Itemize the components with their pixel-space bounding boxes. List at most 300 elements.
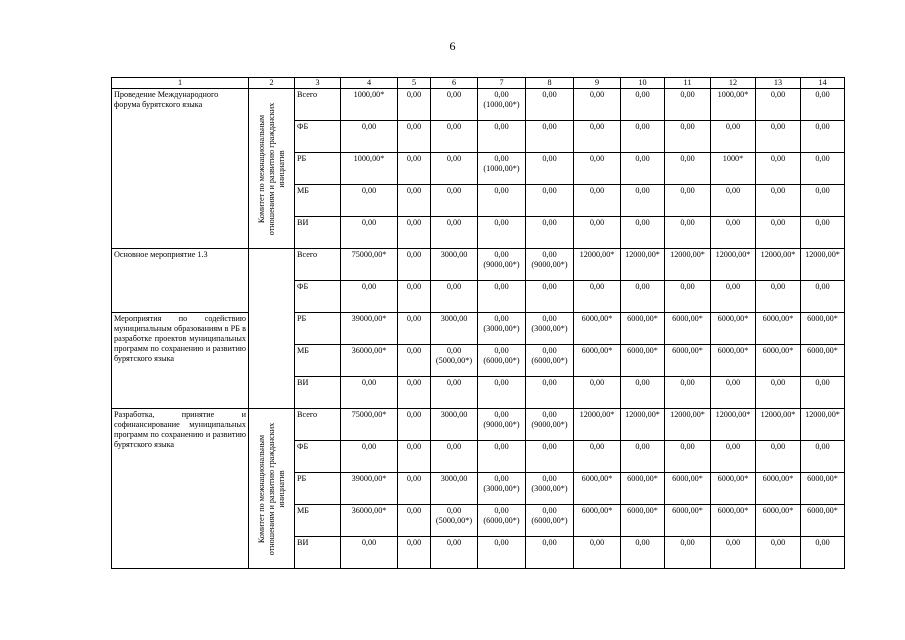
value-v14: 12000,00* bbox=[805, 250, 840, 259]
value-cell-v4 bbox=[341, 281, 398, 313]
value-v6-note: (5000,00*) bbox=[435, 356, 473, 365]
value-cell-v5 bbox=[398, 153, 431, 185]
value-cell-v9 bbox=[574, 89, 621, 121]
value-cell-v13 bbox=[756, 121, 801, 153]
funding-source-label: МБ bbox=[297, 346, 309, 355]
value-cell-v6 bbox=[431, 185, 478, 217]
block-title-cell bbox=[112, 313, 249, 409]
value-v9: 0,00 bbox=[589, 186, 605, 195]
funding-source bbox=[295, 217, 341, 249]
value-v6: 0,00 bbox=[446, 538, 462, 547]
value-cell-v13 bbox=[756, 409, 801, 441]
value-v9: 0,00 bbox=[589, 282, 605, 291]
value-v4: 36000,00* bbox=[351, 346, 387, 355]
value-v7: 0,00 bbox=[494, 122, 509, 131]
value-v5: 0,00 bbox=[406, 410, 422, 419]
value-cell-v6 bbox=[431, 441, 478, 473]
value-v5: 0,00 bbox=[406, 474, 422, 483]
value-v6: 0,00 bbox=[446, 90, 462, 99]
value-v13: 0,00 bbox=[770, 442, 786, 451]
value-cell-v8 bbox=[526, 249, 574, 281]
value-v8: 0,00 bbox=[542, 538, 557, 547]
value-v7: 0,00 bbox=[494, 154, 509, 163]
value-cell-v5 bbox=[398, 441, 431, 473]
value-v10: 6000,00* bbox=[627, 346, 658, 355]
value-cell-v14 bbox=[801, 281, 845, 313]
header-row bbox=[112, 78, 845, 89]
value-cell-v10 bbox=[621, 441, 665, 473]
value-cell-v4 bbox=[341, 505, 398, 537]
value-cell-v11 bbox=[665, 281, 711, 313]
value-cell-v10 bbox=[621, 281, 665, 313]
value-v6: 0,00 bbox=[446, 218, 462, 227]
value-v5: 0,00 bbox=[406, 282, 422, 291]
value-v8: 0,00 bbox=[542, 506, 557, 515]
value-cell-v7 bbox=[478, 377, 526, 409]
value-cell-v5 bbox=[398, 505, 431, 537]
value-cell-v6 bbox=[431, 89, 478, 121]
funding-source bbox=[295, 281, 341, 313]
value-cell-v14 bbox=[801, 345, 845, 377]
value-cell-v12 bbox=[711, 345, 756, 377]
value-v4: 39000,00* bbox=[351, 314, 387, 323]
executor-label: Комитет по межнациональным отношениям и развитию гражданских инициатив bbox=[256, 102, 286, 235]
value-cell-v9 bbox=[574, 121, 621, 153]
value-v13: 6000,00* bbox=[762, 506, 794, 515]
value-v6: 0,00 bbox=[446, 378, 462, 387]
event-description: Мероприятия по содействию муниципальным образованиям в РБ в разработке проектов муниципальных программ по сохранению и развитию бурятского языка bbox=[114, 314, 246, 363]
value-cell-v13 bbox=[756, 281, 801, 313]
funding-source-label: РБ bbox=[297, 154, 307, 163]
value-cell-v11 bbox=[665, 249, 711, 281]
value-v10: 0,00 bbox=[635, 378, 650, 387]
value-v10: 0,00 bbox=[635, 186, 650, 195]
header-cell-4: 4 bbox=[341, 78, 398, 89]
funding-source bbox=[295, 121, 341, 153]
value-v14: 0,00 bbox=[815, 122, 830, 131]
value-cell-v10 bbox=[621, 377, 665, 409]
value-v6: 0,00 bbox=[446, 282, 462, 291]
value-v10: 12000,00* bbox=[625, 410, 660, 419]
value-cell-v13 bbox=[756, 313, 801, 345]
header-cell-8: 8 bbox=[526, 78, 574, 89]
value-cell-v8 bbox=[526, 217, 574, 249]
value-v10: 0,00 bbox=[635, 90, 650, 99]
value-v13: 0,00 bbox=[770, 122, 786, 131]
value-v6: 0,00 bbox=[446, 154, 462, 163]
value-cell-v11 bbox=[665, 313, 711, 345]
funding-source bbox=[295, 345, 341, 377]
value-v8-note: (9000,00*) bbox=[531, 260, 568, 269]
value-v7: 0,00 bbox=[494, 474, 509, 483]
value-cell-v6 bbox=[431, 473, 478, 505]
value-cell-v13 bbox=[756, 377, 801, 409]
value-cell-v4 bbox=[341, 473, 398, 505]
header-cell-12: 12 bbox=[711, 78, 756, 89]
value-cell-v9 bbox=[574, 313, 621, 345]
value-v13: 0,00 bbox=[770, 538, 786, 547]
value-cell-v6 bbox=[431, 377, 478, 409]
value-v12: 0,00 bbox=[725, 186, 741, 195]
value-cell-v5 bbox=[398, 313, 431, 345]
value-v8: 0,00 bbox=[542, 314, 557, 323]
value-cell-v8 bbox=[526, 441, 574, 473]
value-cell-v12 bbox=[711, 185, 756, 217]
value-v14: 0,00 bbox=[815, 378, 830, 387]
value-cell-v5 bbox=[398, 345, 431, 377]
value-v6-note: (5000,00*) bbox=[435, 516, 473, 525]
funding-source-label: ФБ bbox=[297, 442, 309, 451]
value-v12: 6000,00* bbox=[717, 314, 749, 323]
value-cell-v14 bbox=[801, 89, 845, 121]
value-v8-note: (3000,00*) bbox=[531, 324, 568, 333]
value-cell-v12 bbox=[711, 89, 756, 121]
value-v10: 6000,00* bbox=[627, 506, 658, 515]
value-cell-v5 bbox=[398, 249, 431, 281]
funding-source-label: Всего bbox=[297, 410, 318, 419]
funding-source bbox=[295, 377, 341, 409]
value-cell-v5 bbox=[398, 121, 431, 153]
value-cell-v12 bbox=[711, 377, 756, 409]
value-v12: 0,00 bbox=[725, 282, 741, 291]
value-v7-note: (9000,00*) bbox=[483, 420, 520, 429]
value-cell-v14 bbox=[801, 153, 845, 185]
value-cell-v14 bbox=[801, 537, 845, 569]
value-v11: 0,00 bbox=[680, 122, 695, 131]
funding-source bbox=[295, 441, 341, 473]
table-row bbox=[112, 313, 845, 345]
executor-label: Комитет по межнациональным отношениям и развитию гражданских инициатив bbox=[256, 422, 286, 555]
value-v11: 0,00 bbox=[680, 538, 695, 547]
value-cell-v8 bbox=[526, 537, 574, 569]
value-v7: 0,00 bbox=[494, 346, 509, 355]
value-v7: 0,00 bbox=[494, 90, 509, 99]
value-cell-v12 bbox=[711, 313, 756, 345]
value-v13: 6000,00* bbox=[762, 346, 794, 355]
value-v10: 0,00 bbox=[635, 154, 650, 163]
value-v9: 0,00 bbox=[589, 218, 605, 227]
value-cell-v4 bbox=[341, 537, 398, 569]
value-v6: 3000,00 bbox=[440, 474, 468, 483]
value-cell-v6 bbox=[431, 281, 478, 313]
value-cell-v4 bbox=[341, 345, 398, 377]
value-cell-v11 bbox=[665, 345, 711, 377]
value-cell-v5 bbox=[398, 409, 431, 441]
value-v5: 0,00 bbox=[406, 154, 422, 163]
value-cell-v6 bbox=[431, 217, 478, 249]
value-cell-v14 bbox=[801, 249, 845, 281]
value-cell-v11 bbox=[665, 473, 711, 505]
value-cell-v8 bbox=[526, 153, 574, 185]
value-cell-v9 bbox=[574, 153, 621, 185]
value-v6: 0,00 bbox=[446, 186, 462, 195]
value-v14: 12000,00* bbox=[805, 410, 840, 419]
value-cell-v9 bbox=[574, 377, 621, 409]
value-v5: 0,00 bbox=[406, 378, 422, 387]
value-cell-v12 bbox=[711, 505, 756, 537]
funding-source bbox=[295, 537, 341, 569]
value-cell-v12 bbox=[711, 281, 756, 313]
value-v8: 0,00 bbox=[542, 154, 557, 163]
value-cell-v5 bbox=[398, 377, 431, 409]
value-v12: 12000,00* bbox=[715, 250, 751, 259]
funding-source bbox=[295, 473, 341, 505]
value-cell-v5 bbox=[398, 89, 431, 121]
value-cell-v13 bbox=[756, 537, 801, 569]
value-cell-v4 bbox=[341, 313, 398, 345]
value-v13: 12000,00* bbox=[760, 410, 796, 419]
main-event-title: Основное мероприятие 1.3 bbox=[114, 250, 208, 259]
value-v4: 39000,00* bbox=[351, 474, 387, 483]
value-v9: 0,00 bbox=[589, 154, 605, 163]
value-v10: 0,00 bbox=[635, 218, 650, 227]
value-cell-v4 bbox=[341, 409, 398, 441]
value-v10: 6000,00* bbox=[627, 314, 658, 323]
value-v13: 0,00 bbox=[770, 378, 786, 387]
header-cell-1: 1 bbox=[112, 78, 249, 89]
value-v4: 0,00 bbox=[361, 186, 377, 195]
value-v10: 0,00 bbox=[635, 282, 650, 291]
value-v13: 6000,00* bbox=[762, 314, 794, 323]
value-cell-v12 bbox=[711, 441, 756, 473]
value-v9: 0,00 bbox=[589, 378, 605, 387]
value-cell-v8 bbox=[526, 185, 574, 217]
value-v7: 0,00 bbox=[494, 442, 509, 451]
value-v7-note: (3000,00*) bbox=[483, 324, 520, 333]
value-v8: 0,00 bbox=[542, 378, 557, 387]
value-v12: 1000,00* bbox=[717, 90, 749, 99]
value-cell-v6 bbox=[431, 121, 478, 153]
value-v5: 0,00 bbox=[406, 218, 422, 227]
header-cell-9: 9 bbox=[574, 78, 621, 89]
event-title: Проведение Международного форума бурятского языка bbox=[114, 90, 219, 109]
value-v8: 0,00 bbox=[542, 410, 557, 419]
value-cell-v5 bbox=[398, 185, 431, 217]
value-v8: 0,00 bbox=[542, 122, 557, 131]
value-v7-note: (1000,00*) bbox=[483, 164, 520, 173]
value-cell-v6 bbox=[431, 153, 478, 185]
table-row bbox=[112, 249, 845, 281]
funding-source-label: МБ bbox=[297, 506, 309, 515]
value-cell-v13 bbox=[756, 345, 801, 377]
value-cell-v7 bbox=[478, 217, 526, 249]
value-v11: 12000,00* bbox=[670, 410, 705, 419]
value-cell-v13 bbox=[756, 217, 801, 249]
value-v11: 0,00 bbox=[680, 154, 695, 163]
header-cell-11: 11 bbox=[665, 78, 711, 89]
value-v5: 0,00 bbox=[406, 346, 422, 355]
value-v13: 0,00 bbox=[770, 90, 786, 99]
header-cell-3: 3 bbox=[295, 78, 341, 89]
value-v11: 0,00 bbox=[680, 186, 695, 195]
value-cell-v8 bbox=[526, 281, 574, 313]
value-v8-note: (9000,00*) bbox=[531, 420, 568, 429]
value-v4: 75000,00* bbox=[351, 250, 387, 259]
value-cell-v5 bbox=[398, 281, 431, 313]
value-cell-v14 bbox=[801, 313, 845, 345]
value-v7: 0,00 bbox=[494, 314, 509, 323]
funding-source bbox=[295, 89, 341, 121]
value-v11: 6000,00* bbox=[672, 314, 703, 323]
table-row bbox=[112, 89, 845, 121]
value-cell-v14 bbox=[801, 185, 845, 217]
value-v8: 0,00 bbox=[542, 90, 557, 99]
value-cell-v7 bbox=[478, 537, 526, 569]
block-title-cell bbox=[112, 409, 249, 569]
value-v10: 0,00 bbox=[635, 122, 650, 131]
header-cell-2: 2 bbox=[249, 78, 295, 89]
value-cell-v7 bbox=[478, 345, 526, 377]
value-cell-v6 bbox=[431, 345, 478, 377]
value-v8: 0,00 bbox=[542, 346, 557, 355]
value-v9: 12000,00* bbox=[579, 250, 615, 259]
value-cell-v4 bbox=[341, 89, 398, 121]
value-cell-v7 bbox=[478, 473, 526, 505]
value-cell-v12 bbox=[711, 217, 756, 249]
value-v6: 3000,00 bbox=[440, 250, 468, 259]
value-v5: 0,00 bbox=[406, 122, 422, 131]
value-cell-v10 bbox=[621, 185, 665, 217]
value-v5: 0,00 bbox=[406, 186, 422, 195]
value-cell-v4 bbox=[341, 441, 398, 473]
value-cell-v8 bbox=[526, 377, 574, 409]
value-v6: 0,00 bbox=[446, 122, 462, 131]
value-v7: 0,00 bbox=[494, 378, 509, 387]
value-v12: 0,00 bbox=[725, 122, 741, 131]
value-v5: 0,00 bbox=[406, 314, 422, 323]
value-v8: 0,00 bbox=[542, 442, 557, 451]
value-cell-v10 bbox=[621, 409, 665, 441]
value-cell-v10 bbox=[621, 345, 665, 377]
value-cell-v9 bbox=[574, 281, 621, 313]
value-v7: 0,00 bbox=[494, 410, 509, 419]
value-cell-v10 bbox=[621, 121, 665, 153]
funding-source-label: ВИ bbox=[297, 378, 309, 387]
value-v4: 0,00 bbox=[361, 378, 377, 387]
value-v13: 0,00 bbox=[770, 218, 786, 227]
value-cell-v9 bbox=[574, 473, 621, 505]
value-cell-v10 bbox=[621, 537, 665, 569]
executor-cell bbox=[249, 249, 295, 409]
value-cell-v5 bbox=[398, 217, 431, 249]
value-cell-v13 bbox=[756, 89, 801, 121]
value-v13: 0,00 bbox=[770, 282, 786, 291]
funding-source-label: ВИ bbox=[297, 538, 309, 547]
value-cell-v14 bbox=[801, 121, 845, 153]
value-v13: 12000,00* bbox=[760, 250, 796, 259]
value-cell-v7 bbox=[478, 185, 526, 217]
value-v7: 0,00 bbox=[494, 250, 509, 259]
funding-source bbox=[295, 185, 341, 217]
value-v9: 12000,00* bbox=[579, 410, 615, 419]
value-cell-v9 bbox=[574, 217, 621, 249]
value-cell-v12 bbox=[711, 153, 756, 185]
value-v8: 0,00 bbox=[542, 474, 557, 483]
value-v7: 0,00 bbox=[494, 506, 509, 515]
value-v7-note: (1000,00*) bbox=[483, 100, 520, 109]
value-cell-v14 bbox=[801, 217, 845, 249]
funding-source-label: Всего bbox=[297, 90, 318, 99]
value-cell-v11 bbox=[665, 89, 711, 121]
value-cell-v12 bbox=[711, 409, 756, 441]
value-cell-v11 bbox=[665, 441, 711, 473]
value-v8: 0,00 bbox=[542, 250, 557, 259]
value-v11: 0,00 bbox=[680, 90, 695, 99]
value-cell-v10 bbox=[621, 217, 665, 249]
header-cell-6: 6 bbox=[431, 78, 478, 89]
value-v13: 0,00 bbox=[770, 154, 786, 163]
value-cell-v14 bbox=[801, 473, 845, 505]
value-v14: 0,00 bbox=[815, 186, 830, 195]
value-cell-v11 bbox=[665, 505, 711, 537]
value-cell-v6 bbox=[431, 249, 478, 281]
value-cell-v12 bbox=[711, 473, 756, 505]
value-cell-v8 bbox=[526, 505, 574, 537]
block-title-cell bbox=[112, 89, 249, 249]
value-v12: 6000,00* bbox=[717, 474, 749, 483]
value-v14: 0,00 bbox=[815, 90, 830, 99]
value-cell-v8 bbox=[526, 409, 574, 441]
value-v8-note: (3000,00*) bbox=[531, 484, 568, 493]
value-cell-v10 bbox=[621, 505, 665, 537]
value-cell-v9 bbox=[574, 441, 621, 473]
value-cell-v10 bbox=[621, 313, 665, 345]
header-cell-13: 13 bbox=[756, 78, 801, 89]
value-cell-v4 bbox=[341, 121, 398, 153]
value-cell-v7 bbox=[478, 153, 526, 185]
value-cell-v14 bbox=[801, 505, 845, 537]
header-cell-10: 10 bbox=[621, 78, 665, 89]
funding-source bbox=[295, 409, 341, 441]
value-cell-v9 bbox=[574, 185, 621, 217]
value-cell-v8 bbox=[526, 121, 574, 153]
value-v8-note: (6000,00*) bbox=[531, 356, 568, 365]
value-v8: 0,00 bbox=[542, 218, 557, 227]
value-v10: 12000,00* bbox=[625, 250, 660, 259]
value-v11: 0,00 bbox=[680, 378, 695, 387]
block-title-cell bbox=[112, 249, 249, 313]
value-cell-v4 bbox=[341, 153, 398, 185]
value-v14: 0,00 bbox=[815, 538, 830, 547]
value-v14: 6000,00* bbox=[807, 474, 838, 483]
value-v6: 3000,00 bbox=[440, 314, 468, 323]
value-cell-v8 bbox=[526, 89, 574, 121]
funding-source-label: РБ bbox=[297, 314, 307, 323]
value-v9: 6000,00* bbox=[581, 314, 613, 323]
value-cell-v7 bbox=[478, 313, 526, 345]
value-v11: 6000,00* bbox=[672, 346, 703, 355]
value-cell-v6 bbox=[431, 537, 478, 569]
value-cell-v10 bbox=[621, 153, 665, 185]
value-cell-v7 bbox=[478, 121, 526, 153]
funding-source bbox=[295, 153, 341, 185]
value-v12: 0,00 bbox=[725, 538, 741, 547]
value-v14: 6000,00* bbox=[807, 506, 838, 515]
value-v14: 0,00 bbox=[815, 154, 830, 163]
value-cell-v8 bbox=[526, 473, 574, 505]
value-v9: 0,00 bbox=[589, 90, 605, 99]
value-v4: 0,00 bbox=[361, 282, 377, 291]
page-number: 6 bbox=[449, 39, 456, 53]
value-v11: 0,00 bbox=[680, 218, 695, 227]
funding-source bbox=[295, 313, 341, 345]
value-v9: 0,00 bbox=[589, 122, 605, 131]
value-cell-v4 bbox=[341, 185, 398, 217]
value-cell-v7 bbox=[478, 281, 526, 313]
value-v11: 6000,00* bbox=[672, 474, 703, 483]
value-cell-v8 bbox=[526, 345, 574, 377]
value-cell-v11 bbox=[665, 409, 711, 441]
